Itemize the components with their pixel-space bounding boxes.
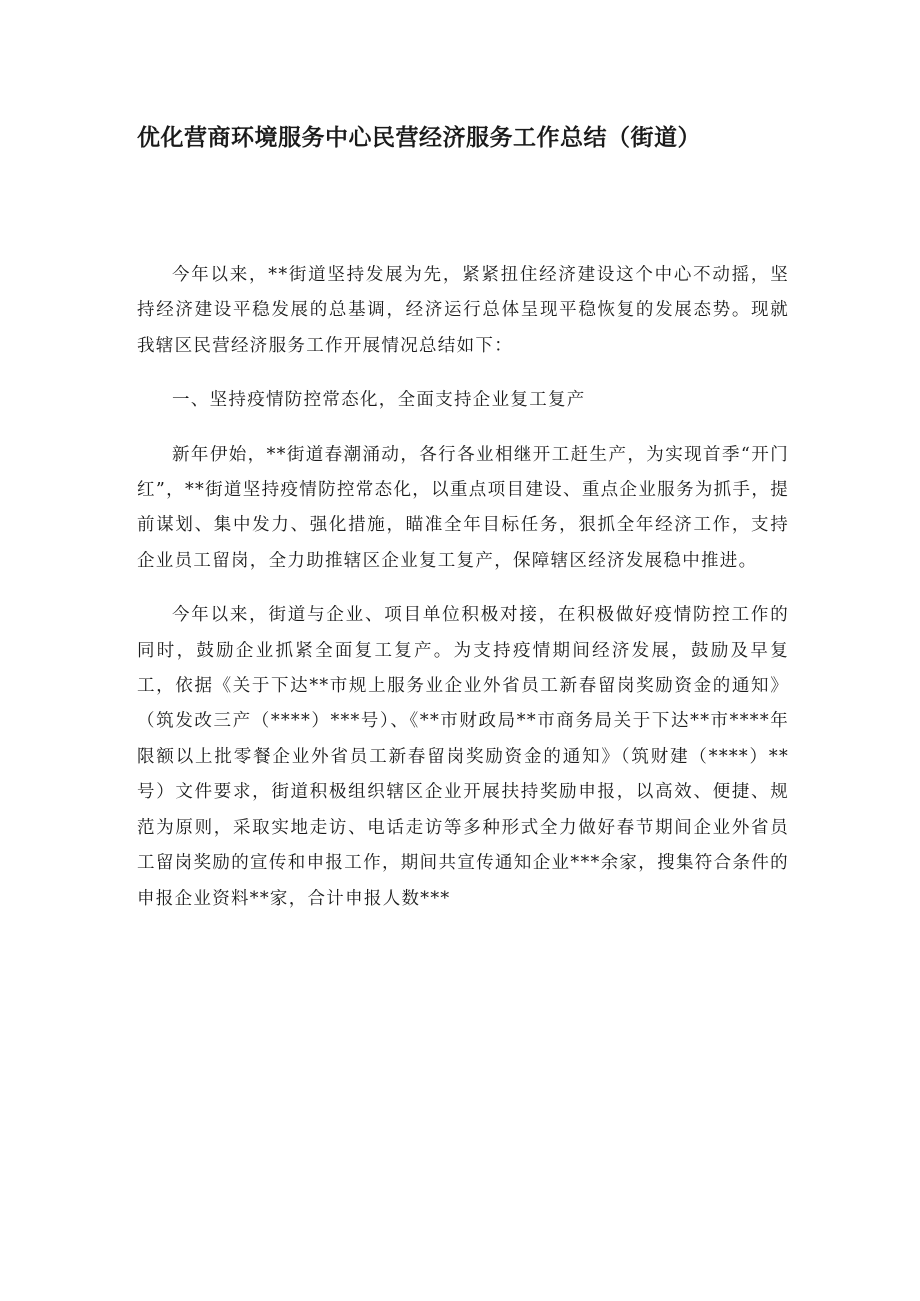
document-body (137, 258, 789, 917)
section-heading-1: 一、坚持疫情防控常态化，全面支持企业复工复产 (172, 390, 586, 411)
section-1-paragraph-1: 新年伊始，**街道春潮涌动，各行各业相继开工赶生产，为实现首季“开门红”，**街道坚持疫情防控常态化，以重点项目建设、重点企业服务为抓手，提前谋划、集中发力、强化措施，瞄准全年目标任务，狠抓全年经济工作，支持企业员工留岗，全力助推辖区企业复工复产，保障辖区经济发展稳中推进。 (137, 444, 789, 571)
document-title: 优化营商环境服务中心民营经济服务工作总结（街道） (137, 125, 701, 151)
section-1-paragraph-2: 今年以来，街道与企业、项目单位积极对接，在积极做好疫情防控工作的同时，鼓励企业抓紧全面复工复产。为支持疫情期间经济发展，鼓励及早复工，依据《关于下达**市规上服务业企业外省员工新春留岗奖励资金的通知》（筑发改三产（****）***号）、《**市财政局**市商务局关于下达**市****年限额以上批零餐企业外省员工新春留岗奖励资金的通知》（筑财建（****）**号）文件要求，街道积极组织辖区企业开展扶持奖励申报，以高效、便捷、规范为原则，采取实地走访、电话走访等多种形式全力做好春节期间企业外省员工留岗奖励的宣传和申报工作，期间共宣传通知企业***余家，搜集符合条件的申报企业资料**家，合计申报人数*** (137, 605, 789, 909)
intro-paragraph: 今年以来，**街道坚持发展为先，紧紧扭住经济建设这个中心不动摇，坚持经济建设平稳发展的总基调，经济运行总体呈现平稳恢复的发展态势。现就我辖区民营经济服务工作开展情况总结如下： (137, 265, 789, 356)
